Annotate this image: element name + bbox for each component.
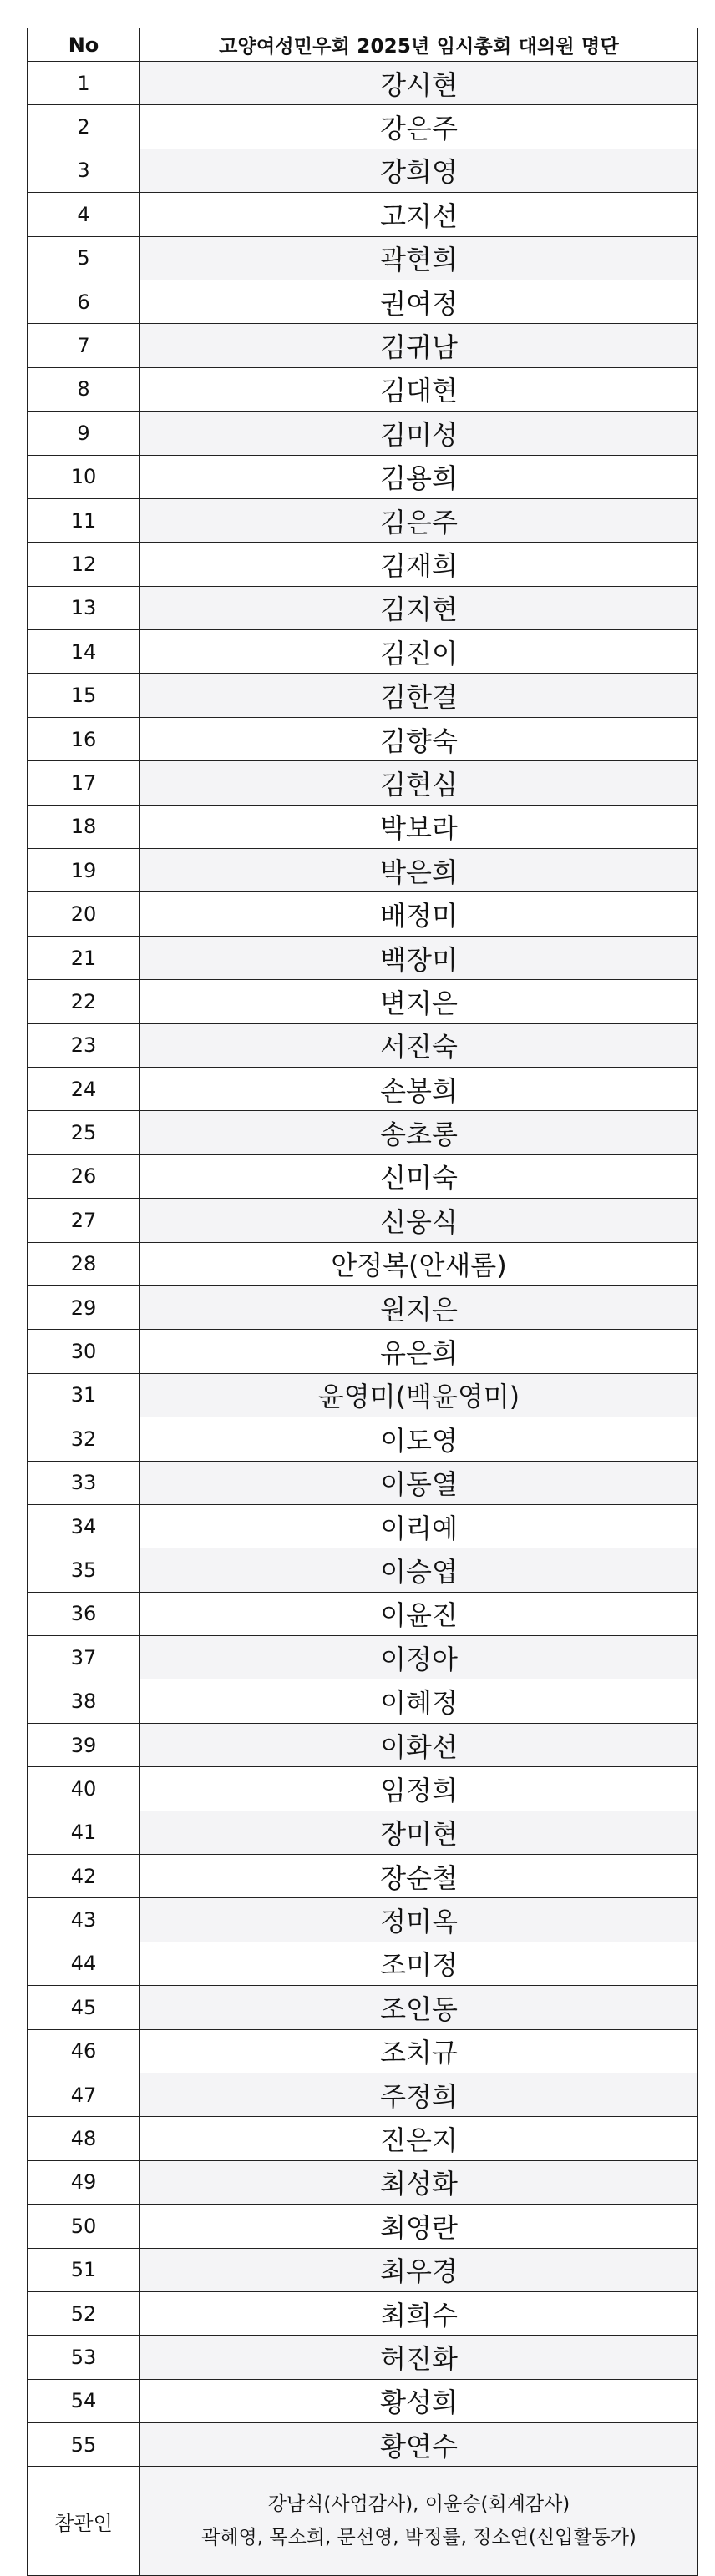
table-row	[28, 543, 698, 586]
table-row	[28, 2336, 698, 2379]
table-row	[28, 62, 698, 105]
table-row	[28, 1285, 698, 1329]
row-number: 27	[28, 1199, 140, 1242]
delegate-name: 김미성	[140, 412, 698, 455]
row-number: 31	[28, 1373, 140, 1417]
table-row	[28, 2379, 698, 2422]
row-number: 42	[28, 1855, 140, 1898]
row-number: 25	[28, 1111, 140, 1154]
table-row	[28, 1373, 698, 1417]
table-row	[28, 717, 698, 760]
delegate-name: 안정복(안새롬)	[140, 1242, 698, 1285]
delegate-name: 변지은	[140, 980, 698, 1023]
delegate-name: 김재희	[140, 543, 698, 586]
row-number: 18	[28, 805, 140, 848]
table-row	[28, 980, 698, 1023]
table-row	[28, 761, 698, 805]
table-row	[28, 1067, 698, 1110]
delegate-name: 허진화	[140, 2336, 698, 2379]
table-row	[28, 1199, 698, 1242]
delegate-name: 서진숙	[140, 1023, 698, 1067]
row-number: 50	[28, 2205, 140, 2248]
delegate-name: 최희수	[140, 2291, 698, 2335]
row-number: 24	[28, 1067, 140, 1110]
row-number: 52	[28, 2291, 140, 2335]
row-number: 53	[28, 2336, 140, 2379]
delegate-name: 이도영	[140, 1417, 698, 1461]
row-number: 22	[28, 980, 140, 1023]
observers-row	[28, 2467, 698, 2576]
delegate-name: 이리예	[140, 1504, 698, 1548]
table-row	[28, 586, 698, 629]
row-number: 21	[28, 936, 140, 979]
row-number: 6	[28, 280, 140, 323]
table-row	[28, 367, 698, 411]
observers-label: 참관인	[28, 2467, 140, 2576]
delegate-name: 진은지	[140, 2117, 698, 2160]
table-row	[28, 2291, 698, 2335]
row-number: 17	[28, 761, 140, 805]
delegate-name: 조치규	[140, 2029, 698, 2073]
row-number: 29	[28, 1285, 140, 1329]
delegate-name: 윤영미(백윤영미)	[140, 1373, 698, 1417]
observers-line-2: 곽혜영, 목소희, 문선영, 박정률, 정소연(신입활동가)	[201, 2527, 636, 2549]
table-row	[28, 236, 698, 280]
row-number: 35	[28, 1548, 140, 1592]
header-no: No	[28, 28, 140, 62]
table-row	[28, 2160, 698, 2204]
delegate-name: 신미숙	[140, 1154, 698, 1198]
roster-body	[28, 62, 698, 2467]
delegate-name: 신웅식	[140, 1199, 698, 1242]
delegate-roster-table	[27, 28, 698, 2576]
row-number: 39	[28, 1723, 140, 1766]
row-number: 19	[28, 849, 140, 892]
delegate-name: 이승엽	[140, 1548, 698, 1592]
table-row	[28, 1504, 698, 1548]
delegate-name: 백장미	[140, 936, 698, 979]
row-number: 47	[28, 2073, 140, 2116]
row-number: 55	[28, 2423, 140, 2467]
table-row	[28, 1679, 698, 1723]
delegate-name: 강희영	[140, 149, 698, 192]
delegate-name: 김한결	[140, 674, 698, 717]
delegate-name: 황성희	[140, 2379, 698, 2422]
table-row	[28, 1855, 698, 1898]
header-row	[28, 28, 698, 62]
row-number: 10	[28, 455, 140, 498]
row-number: 2	[28, 105, 140, 149]
delegate-name: 황연수	[140, 2423, 698, 2467]
row-number: 8	[28, 367, 140, 411]
table-row	[28, 849, 698, 892]
row-number: 26	[28, 1154, 140, 1198]
row-number: 32	[28, 1417, 140, 1461]
row-number: 43	[28, 1898, 140, 1942]
delegate-name: 조인동	[140, 1986, 698, 2029]
row-number: 7	[28, 324, 140, 367]
row-number: 38	[28, 1679, 140, 1723]
table-row	[28, 1767, 698, 1811]
row-number: 41	[28, 1811, 140, 1854]
table-row	[28, 1723, 698, 1766]
delegate-name: 박은희	[140, 849, 698, 892]
table-row	[28, 936, 698, 979]
table-row	[28, 1592, 698, 1635]
row-number: 48	[28, 2117, 140, 2160]
delegate-name: 최우경	[140, 2248, 698, 2291]
delegate-name: 이윤진	[140, 1592, 698, 1635]
delegate-name: 주정희	[140, 2073, 698, 2116]
table-row	[28, 1811, 698, 1854]
observers-list	[140, 2467, 698, 2576]
row-number: 5	[28, 236, 140, 280]
row-number: 15	[28, 674, 140, 717]
row-number: 40	[28, 1767, 140, 1811]
table-row	[28, 1417, 698, 1461]
table-row	[28, 498, 698, 542]
delegate-name: 김현심	[140, 761, 698, 805]
row-number: 28	[28, 1242, 140, 1285]
row-number: 49	[28, 2160, 140, 2204]
row-number: 3	[28, 149, 140, 192]
delegate-name: 김귀남	[140, 324, 698, 367]
delegate-name: 배정미	[140, 892, 698, 936]
table-row	[28, 105, 698, 149]
row-number: 37	[28, 1636, 140, 1679]
delegate-name: 이혜정	[140, 1679, 698, 1723]
delegate-name: 김용희	[140, 455, 698, 498]
delegate-name: 이정아	[140, 1636, 698, 1679]
row-number: 14	[28, 630, 140, 674]
delegate-name: 손봉희	[140, 1067, 698, 1110]
delegate-name: 송초롱	[140, 1111, 698, 1154]
roster-sheet	[27, 28, 698, 2576]
delegate-name: 곽현희	[140, 236, 698, 280]
row-number: 20	[28, 892, 140, 936]
table-row	[28, 2205, 698, 2248]
delegate-name: 정미옥	[140, 1898, 698, 1942]
table-title: 고양여성민우회 2025년 임시총회 대의원 명단	[140, 28, 698, 62]
observers-line-1: 강남식(사업감사), 이윤승(회계감사)	[267, 2493, 570, 2516]
row-number: 45	[28, 1986, 140, 2029]
row-number: 36	[28, 1592, 140, 1635]
table-row	[28, 805, 698, 848]
table-row	[28, 1111, 698, 1154]
table-row	[28, 1154, 698, 1198]
row-number: 51	[28, 2248, 140, 2291]
table-row	[28, 1242, 698, 1285]
table-row	[28, 1330, 698, 1373]
row-number: 1	[28, 62, 140, 105]
row-number: 34	[28, 1504, 140, 1548]
delegate-name: 김향숙	[140, 717, 698, 760]
table-row	[28, 630, 698, 674]
row-number: 4	[28, 193, 140, 236]
table-row	[28, 412, 698, 455]
delegate-name: 고지선	[140, 193, 698, 236]
table-row	[28, 1942, 698, 1985]
row-number: 12	[28, 543, 140, 586]
delegate-name: 장미현	[140, 1811, 698, 1854]
table-row	[28, 455, 698, 498]
row-number: 13	[28, 586, 140, 629]
delegate-name: 유은희	[140, 1330, 698, 1373]
table-row	[28, 674, 698, 717]
delegate-name: 김진이	[140, 630, 698, 674]
delegate-name: 최영란	[140, 2205, 698, 2248]
table-row	[28, 2248, 698, 2291]
table-row	[28, 2073, 698, 2116]
row-number: 23	[28, 1023, 140, 1067]
delegate-name: 강은주	[140, 105, 698, 149]
row-number: 30	[28, 1330, 140, 1373]
table-row	[28, 193, 698, 236]
row-number: 11	[28, 498, 140, 542]
delegate-name: 조미정	[140, 1942, 698, 1985]
table-row	[28, 1023, 698, 1067]
delegate-name: 강시현	[140, 62, 698, 105]
delegate-name: 임정희	[140, 1767, 698, 1811]
delegate-name: 장순철	[140, 1855, 698, 1898]
table-row	[28, 280, 698, 323]
table-row	[28, 1898, 698, 1942]
row-number: 46	[28, 2029, 140, 2073]
delegate-name: 이동열	[140, 1461, 698, 1504]
table-row	[28, 2117, 698, 2160]
table-row	[28, 324, 698, 367]
table-row	[28, 1548, 698, 1592]
delegate-name: 김은주	[140, 498, 698, 542]
table-row	[28, 1461, 698, 1504]
delegate-name: 최성화	[140, 2160, 698, 2204]
row-number: 33	[28, 1461, 140, 1504]
table-row	[28, 2423, 698, 2467]
row-number: 44	[28, 1942, 140, 1985]
table-row	[28, 892, 698, 936]
delegate-name: 김지현	[140, 586, 698, 629]
row-number: 54	[28, 2379, 140, 2422]
table-row	[28, 2029, 698, 2073]
delegate-name: 이화선	[140, 1723, 698, 1766]
row-number: 9	[28, 412, 140, 455]
table-row	[28, 149, 698, 192]
table-row	[28, 1636, 698, 1679]
table-row	[28, 1986, 698, 2029]
row-number: 16	[28, 717, 140, 760]
delegate-name: 권여정	[140, 280, 698, 323]
delegate-name: 박보라	[140, 805, 698, 848]
delegate-name: 원지은	[140, 1285, 698, 1329]
delegate-name: 김대현	[140, 367, 698, 411]
